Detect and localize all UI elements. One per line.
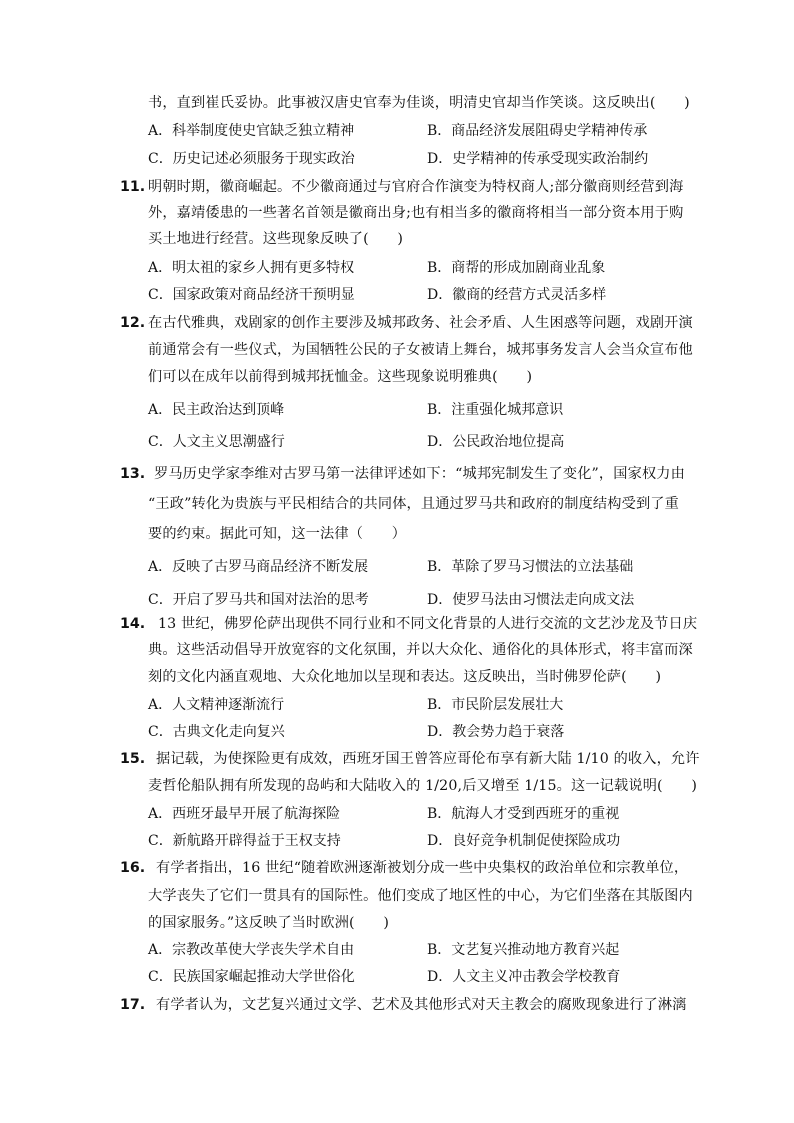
question-17-stem-line-1: 有学者认为，文艺复兴通过文学、艺术及其他形式对天主教会的腐败现象进行了淋漓 <box>156 997 687 1013</box>
question-12-option-a: A．民主政治达到顶峰 <box>148 402 285 418</box>
question-11-option-a: A．明太祖的家乡人拥有更多特权 <box>148 260 355 276</box>
question-10-option-d: D．史学精神的传承受现实政治制约 <box>427 151 649 167</box>
question-15-stem-line-1: 据记载，为使探险更有成效，西班牙国王曾答应哥伦布享有新大陆 1/10 的收入，允许 <box>156 751 700 767</box>
question-17-number: 17. <box>120 997 146 1013</box>
question-14-option-b: B．市民阶层发展壮大 <box>427 697 564 713</box>
question-14-number: 14. <box>120 616 146 632</box>
question-12-option-d: D．公民政治地位提高 <box>427 434 565 450</box>
question-10-option-b: B．商品经济发展阻碍史学精神传承 <box>427 123 648 139</box>
question-16-number: 16. <box>120 860 146 876</box>
question-11-number: 11. <box>120 179 146 195</box>
question-15-number: 15. <box>120 751 146 767</box>
question-16-option-c: C．民族国家崛起推动大学世俗化 <box>148 969 355 985</box>
question-11-option-c: C．国家政策对商品经济干预明显 <box>148 287 355 303</box>
question-12-stem-line-1: 在古代雅典，戏剧家的创作主要涉及城邦政务、社会矛盾、人生困惑等问题，戏剧开演 <box>148 315 693 331</box>
question-13-option-a: A．反映了古罗马商品经济不断发展 <box>148 559 369 575</box>
question-11-stem-line-1: 明朝时期，徽商崛起。不少徽商通过与官府合作演变为特权商人;部分徽商则经营到海 <box>148 179 684 195</box>
question-12-number: 12. <box>120 315 146 331</box>
question-16-stem-line-2: 大学丧失了它们一贯具有的国际性。他们变成了地区性的中心，为它们坐落在其版图内 <box>148 888 693 904</box>
question-11-option-d: D．徽商的经营方式灵活多样 <box>427 287 607 303</box>
question-12-option-c: C．人文主义思潮盛行 <box>148 434 285 450</box>
question-10-option-c: C．历史记述必须服务于现实政治 <box>148 151 355 167</box>
question-15-option-a: A．西班牙最早开展了航海探险 <box>148 806 341 822</box>
question-14-option-c: C．古典文化走向复兴 <box>148 724 285 740</box>
question-13-option-c: C．开启了罗马共和国对法治的思考 <box>148 592 369 608</box>
question-12-stem-line-3: 们可以在成年以前得到城邦抚恤金。这些现象说明雅典( ) <box>148 369 533 385</box>
question-13-option-d: D．使罗马法由习惯法走向成文法 <box>427 592 635 608</box>
question-13-stem-line-2: “王政”转化为贵族与平民相结合的共同体，且通过罗马共和政府的制度结构受到了重 <box>148 496 679 512</box>
question-16-option-d: D．人文主义冲击教会学校教育 <box>427 969 621 985</box>
question-15-option-c: C．新航路开辟得益于王权支持 <box>148 833 341 849</box>
question-11-stem-line-2: 外，嘉靖倭患的一些著名首领是徽商出身;也有相当多的徽商将相当一部分资本用于购 <box>148 205 684 221</box>
question-10-option-a: A．科举制度使史官缺乏独立精神 <box>148 123 355 139</box>
question-14-option-d: D．教会势力趋于衰落 <box>427 724 565 740</box>
question-15-option-d: D．良好竞争机制促使探险成功 <box>427 833 621 849</box>
question-15-stem-line-2: 麦哲伦船队拥有所发现的岛屿和大陆收入的 1/20,后又增至 1/15。这一记载说明( ) <box>148 778 698 794</box>
question-16-option-a: A．宗教改革使大学丧失学术自由 <box>148 942 355 958</box>
question-11-stem-line-3: 买土地进行经营。这些现象反映了( ) <box>148 231 404 247</box>
question-13-stem-line-1: 罗马历史学家李维对古罗马第一法律评述如下：“城邦宪制发生了变化”，国家权力由 <box>154 466 685 482</box>
question-12-option-b: B．注重强化城邦意识 <box>427 402 564 418</box>
question-14-stem-line-1: 13 世纪，佛罗伦萨出现供不同行业和不同文化背景的人进行交流的文艺沙龙及节日庆 <box>158 616 698 632</box>
question-14-stem-line-3: 刻的文化内涵直观地、大众化地加以呈现和表达。这反映出，当时佛罗伦萨( ) <box>148 669 662 685</box>
question-16-stem-line-3: 的国家服务。”这反映了当时欧洲( ) <box>148 915 390 931</box>
question-12-stem-line-2: 前通常会有一些仪式，为国牺牲公民的子女被请上舞台，城邦事务发言人会当众宣布他 <box>148 342 693 358</box>
question-13-number: 13. <box>120 466 146 482</box>
question-16-option-b: B．文艺复兴推动地方教育兴起 <box>427 942 620 958</box>
question-15-option-b: B．航海人才受到西班牙的重视 <box>427 806 620 822</box>
question-10-stem-line-1: 书，直到崔氏妥协。此事被汉唐史官奉为佳谈，明清史官却当作笑谈。这反映出( ) <box>148 95 690 111</box>
question-13-option-b: B．革除了罗马习惯法的立法基础 <box>427 559 634 575</box>
question-13-stem-line-3: 要的约束。据此可知，这一法律（ ） <box>148 526 407 542</box>
question-14-option-a: A．人文精神逐渐流行 <box>148 697 285 713</box>
question-14-stem-line-2: 典。这些活动倡导开放宽容的文化氛围，并以大众化、通俗化的具体形式，将丰富而深 <box>148 642 693 658</box>
question-16-stem-line-1: 有学者指出，16 世纪“随着欧洲逐渐被划分成一些中央集权的政治单位和宗教单位， <box>156 860 689 876</box>
question-11-option-b: B．商帮的形成加剧商业乱象 <box>427 260 606 276</box>
